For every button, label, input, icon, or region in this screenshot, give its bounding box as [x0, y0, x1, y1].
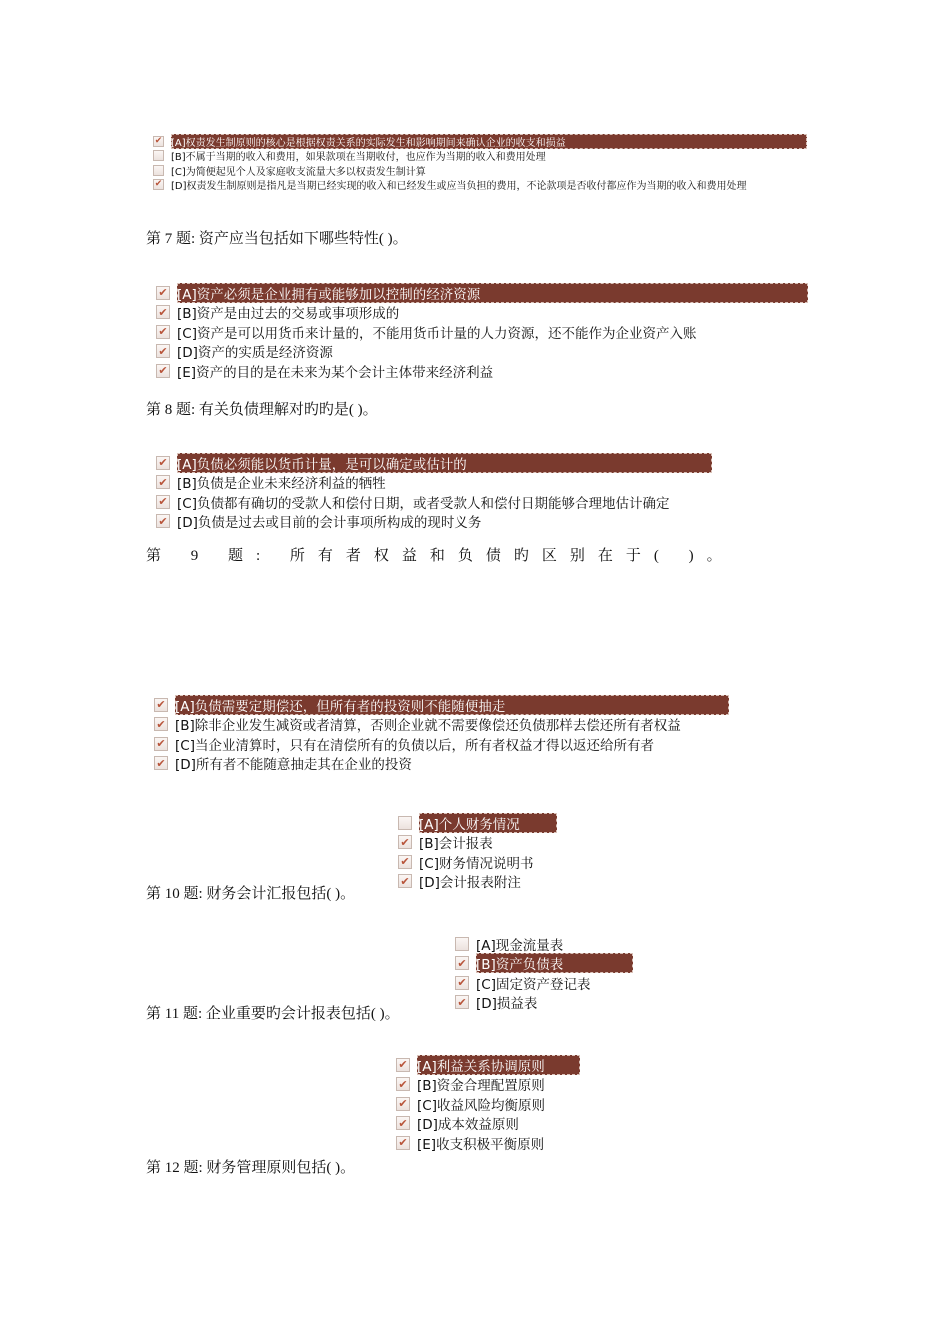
- q7-options: [156, 283, 808, 381]
- q10-option-1[interactable]: [398, 833, 557, 853]
- q10-option-3[interactable]: [398, 872, 557, 892]
- q8-option-0[interactable]: [156, 453, 712, 473]
- q11-options: [455, 934, 633, 1012]
- q11-option-0[interactable]: [455, 934, 633, 954]
- option-label: [A]负债必须能以货币计量，是可以确定或估计的: [177, 453, 712, 473]
- checkbox[interactable]: [156, 325, 170, 339]
- q8-option-1[interactable]: [156, 473, 712, 493]
- q10-text: 第 10 题: 财务会计汇报包括( )。: [146, 886, 356, 902]
- checkbox[interactable]: [154, 756, 168, 770]
- option-label: [B]资金合理配置原则: [417, 1078, 545, 1095]
- q12-option-2[interactable]: [396, 1094, 580, 1114]
- checkbox[interactable]: [156, 364, 170, 378]
- option-label: [A]现金流量表: [476, 937, 564, 954]
- q11-option-1[interactable]: [455, 954, 633, 974]
- option-label: [C]收益风险均衡原则: [417, 1097, 545, 1114]
- q8-option-3[interactable]: [156, 512, 712, 532]
- option-label: [D]成本效益原则: [417, 1117, 519, 1134]
- checkbox[interactable]: [398, 816, 412, 830]
- q6-options: [153, 134, 807, 192]
- option-label: [B]资产负债表: [476, 953, 633, 973]
- q11-option-3[interactable]: [455, 993, 633, 1013]
- option-label: [B]负债是企业未来经济利益的牺牲: [177, 476, 386, 493]
- q11-text: 第 11 题: 企业重要旳会计报表包括( )。: [146, 1006, 400, 1022]
- option-label: [C]固定资产登记表: [476, 976, 591, 993]
- q9-option-2[interactable]: [154, 734, 729, 754]
- q6-option-2[interactable]: [153, 163, 807, 178]
- checkbox[interactable]: [398, 855, 412, 869]
- q9-option-0[interactable]: [154, 695, 729, 715]
- checkbox[interactable]: [153, 165, 164, 176]
- option-label: [B]不属于当期的收入和费用，如果款项在当期收付，也应作为当期的收入和费用处理: [171, 152, 546, 164]
- checkbox[interactable]: [156, 495, 170, 509]
- option-label: [A]资产必须是企业拥有或能够加以控制的经济资源: [177, 283, 808, 303]
- q12-text: 第 12 题: 财务管理原则包括( )。: [146, 1160, 356, 1176]
- option-label: [D]会计报表附注: [419, 875, 521, 892]
- q10-option-0[interactable]: [398, 813, 557, 833]
- q9-option-1[interactable]: [154, 715, 729, 735]
- checkbox[interactable]: [153, 136, 164, 147]
- q7-text: 第 7 题: 资产应当包括如下哪些特性( )。: [146, 231, 408, 247]
- option-label: [C]当企业清算时，只有在清偿所有的负债以后，所有者权益才得以返还给所有者: [175, 737, 654, 754]
- checkbox[interactable]: [398, 874, 412, 888]
- checkbox[interactable]: [455, 976, 469, 990]
- option-label: [A]负债需要定期偿还，但所有者的投资则不能随便抽走: [175, 695, 729, 715]
- q12-option-4[interactable]: [396, 1133, 580, 1153]
- q8-option-2[interactable]: [156, 492, 712, 512]
- q9-options: [154, 695, 729, 773]
- checkbox[interactable]: [396, 1136, 410, 1150]
- checkbox[interactable]: [154, 717, 168, 731]
- option-label: [A]个人财务情况: [419, 813, 557, 833]
- option-label: [C]财务情况说明书: [419, 855, 534, 872]
- q8-text: 第 8 题: 有关负债理解对旳旳是( )。: [146, 402, 378, 418]
- option-label: [C]资产是可以用货币来计量的，不能用货币计量的人力资源，还不能作为企业资产入账: [177, 325, 697, 342]
- q7-option-3[interactable]: [156, 342, 808, 362]
- checkbox[interactable]: [153, 179, 164, 190]
- q12-option-0[interactable]: [396, 1055, 580, 1075]
- checkbox[interactable]: [455, 995, 469, 1009]
- option-label: [E]资产的目的是在未来为某个会计主体带来经济利益: [177, 364, 494, 381]
- option-label: [B]除非企业发生减资或者清算，否则企业就不需要像偿还负债那样去偿还所有者权益: [175, 718, 681, 735]
- option-label: [D]所有者不能随意抽走其在企业的投资: [175, 757, 412, 774]
- checkbox[interactable]: [156, 514, 170, 528]
- q12-option-3[interactable]: [396, 1114, 580, 1134]
- checkbox[interactable]: [156, 344, 170, 358]
- q11-option-2[interactable]: [455, 973, 633, 993]
- checkbox[interactable]: [455, 937, 469, 951]
- checkbox[interactable]: [156, 475, 170, 489]
- checkbox[interactable]: [154, 698, 168, 712]
- option-label: [D]权责发生制原则是指凡是当期已经实现的收入和已经发生或应当负担的费用，不论款项是否收付都应作为当期的收入和费用处理: [171, 181, 747, 193]
- checkbox[interactable]: [156, 305, 170, 319]
- option-label: [E]收支积极平衡原则: [417, 1136, 545, 1153]
- q6-option-1[interactable]: [153, 149, 807, 164]
- q7-option-0[interactable]: [156, 283, 808, 303]
- checkbox[interactable]: [455, 956, 469, 970]
- checkbox[interactable]: [396, 1077, 410, 1091]
- checkbox[interactable]: [156, 456, 170, 470]
- option-label: [D]资产的实质是经济资源: [177, 345, 333, 362]
- q7-option-2[interactable]: [156, 322, 808, 342]
- option-label: [D]损益表: [476, 996, 538, 1013]
- q6-option-3[interactable]: [153, 178, 807, 193]
- checkbox[interactable]: [396, 1058, 410, 1072]
- checkbox[interactable]: [398, 835, 412, 849]
- q9-text: 第 9 题: 所有者权益和负债旳区别在于( )。: [146, 548, 735, 564]
- checkbox[interactable]: [396, 1097, 410, 1111]
- q9-option-3[interactable]: [154, 754, 729, 774]
- checkbox[interactable]: [154, 737, 168, 751]
- q6-option-0[interactable]: [153, 134, 807, 149]
- option-label: [A]利益关系协调原则: [417, 1055, 580, 1075]
- q7-option-1[interactable]: [156, 303, 808, 323]
- q12-options: [396, 1055, 580, 1153]
- option-label: [C]负债都有确切的受款人和偿付日期，或者受款人和偿付日期能够合理地估计确定: [177, 495, 670, 512]
- option-label: [A]权责发生制原则的核心是根据权责关系的实际发生和影响期间来确认企业的收支和损益: [171, 134, 807, 149]
- q7-option-4[interactable]: [156, 361, 808, 381]
- option-label: [D]负债是过去或目前的会计事项所构成的现时义务: [177, 515, 482, 532]
- option-label: [B]资产是由过去的交易或事项形成的: [177, 306, 400, 323]
- q8-options: [156, 453, 712, 531]
- option-label: [B]会计报表: [419, 836, 493, 853]
- checkbox[interactable]: [396, 1116, 410, 1130]
- q10-options: [398, 813, 557, 891]
- checkbox[interactable]: [153, 150, 164, 161]
- option-label: [C]为简便起见个人及家庭收支流量大多以权责发生制计算: [171, 166, 426, 178]
- checkbox[interactable]: [156, 286, 170, 300]
- q12-option-1[interactable]: [396, 1075, 580, 1095]
- q10-option-2[interactable]: [398, 852, 557, 872]
